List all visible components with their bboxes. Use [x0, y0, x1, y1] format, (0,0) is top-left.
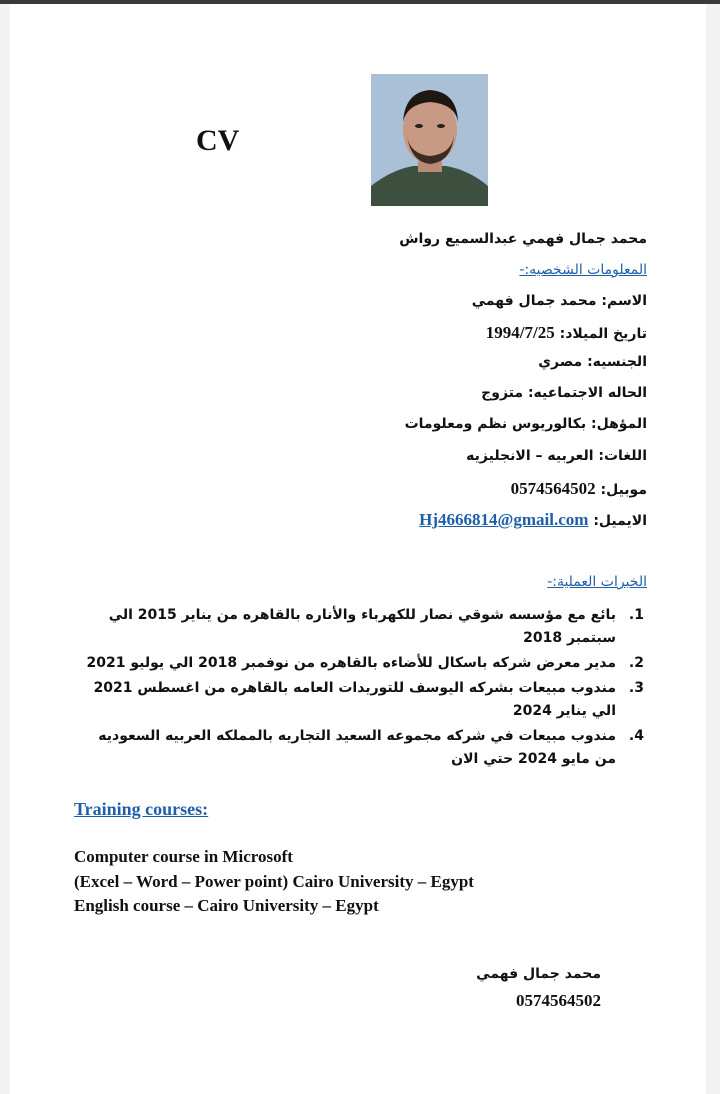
- training-line: Computer course in Microsoft: [74, 847, 293, 866]
- right-margin: [706, 4, 720, 1094]
- cv-title: CV: [196, 124, 240, 157]
- experience-text: مدير معرض شركه باسكال للأضاءه بالقاهره من نوفمبر 2018 الي يوليو 2021: [86, 655, 616, 671]
- experience-item: [84, 604, 644, 650]
- qualification-value: بكالوريوس نظم ومعلومات: [404, 416, 587, 432]
- experience-number: 4.: [628, 728, 644, 744]
- experience-item: [84, 652, 644, 675]
- email-link[interactable]: Hj4666814@gmail.com: [419, 510, 589, 529]
- dob-row: [486, 323, 647, 343]
- experience-number: 1.: [628, 607, 644, 623]
- marital-row: [481, 385, 647, 401]
- training-heading: Training courses:: [74, 799, 209, 819]
- experience-text: مندوب مبيعات في شركه مجموعه السعيد التجاريه بالمملكه العربيه السعوديه من مايو 2024 حتي الان: [98, 728, 616, 767]
- nationality-row: [538, 354, 647, 370]
- languages-row: [466, 448, 647, 464]
- document-page: [10, 4, 706, 1094]
- email-row: [419, 510, 647, 530]
- signature-phone: 0574564502: [516, 991, 601, 1010]
- training-line: English course – Cairo University – Egypt: [74, 896, 379, 915]
- mobile-value: 0574564502: [510, 479, 596, 498]
- dob-value: 1994/7/25: [485, 323, 555, 342]
- name-value: محمد جمال فهمي: [471, 293, 597, 309]
- experience-item: [84, 677, 644, 723]
- signature-name: محمد جمال فهمي: [476, 966, 601, 982]
- experience-number: 3.: [628, 680, 644, 696]
- experience-list: [84, 604, 644, 773]
- name-row: [472, 293, 647, 309]
- nationality-label: الجنسيه:: [587, 354, 647, 370]
- mobile-label: موبيل:: [600, 482, 647, 498]
- experience-text: بائع مع مؤسسه شوقي نصار للكهرباء والأناره بالقاهره من يناير 2015 الي سبتمبر 2018: [108, 607, 616, 646]
- full-name: محمد جمال فهمي عبدالسميع رواش: [399, 231, 647, 247]
- nationality-value: مصري: [538, 354, 583, 370]
- profile-photo: [371, 74, 488, 206]
- qualification-label: المؤهل:: [590, 416, 647, 432]
- dob-label: تاريخ الميلاد:: [559, 326, 647, 342]
- experience-heading: الخبرات العملية:-: [547, 574, 647, 590]
- left-margin: [0, 4, 10, 1094]
- mobile-row: [511, 479, 647, 499]
- name-label: الاسم:: [601, 293, 647, 309]
- languages-value: العربيه – الانجليزيه: [466, 448, 594, 464]
- training-line: (Excel – Word – Power point) Cairo University – Egypt: [74, 872, 474, 891]
- experience-number: 2.: [628, 655, 644, 671]
- marital-label: الحاله الاجتماعيه:: [527, 385, 647, 401]
- experience-item: [84, 725, 644, 771]
- email-label: الايميل:: [593, 513, 647, 529]
- qualification-row: [405, 416, 647, 432]
- marital-value: متزوج: [481, 385, 524, 401]
- languages-label: اللغات:: [598, 448, 647, 464]
- experience-text: مندوب مبيعات بشركه اليوسف للتوريدات العامه بالقاهره من اغسطس 2021 الي يناير 2024: [93, 680, 616, 719]
- person-photo-icon: [371, 74, 488, 206]
- personal-info-heading: المعلومات الشخصيه:-: [519, 262, 647, 278]
